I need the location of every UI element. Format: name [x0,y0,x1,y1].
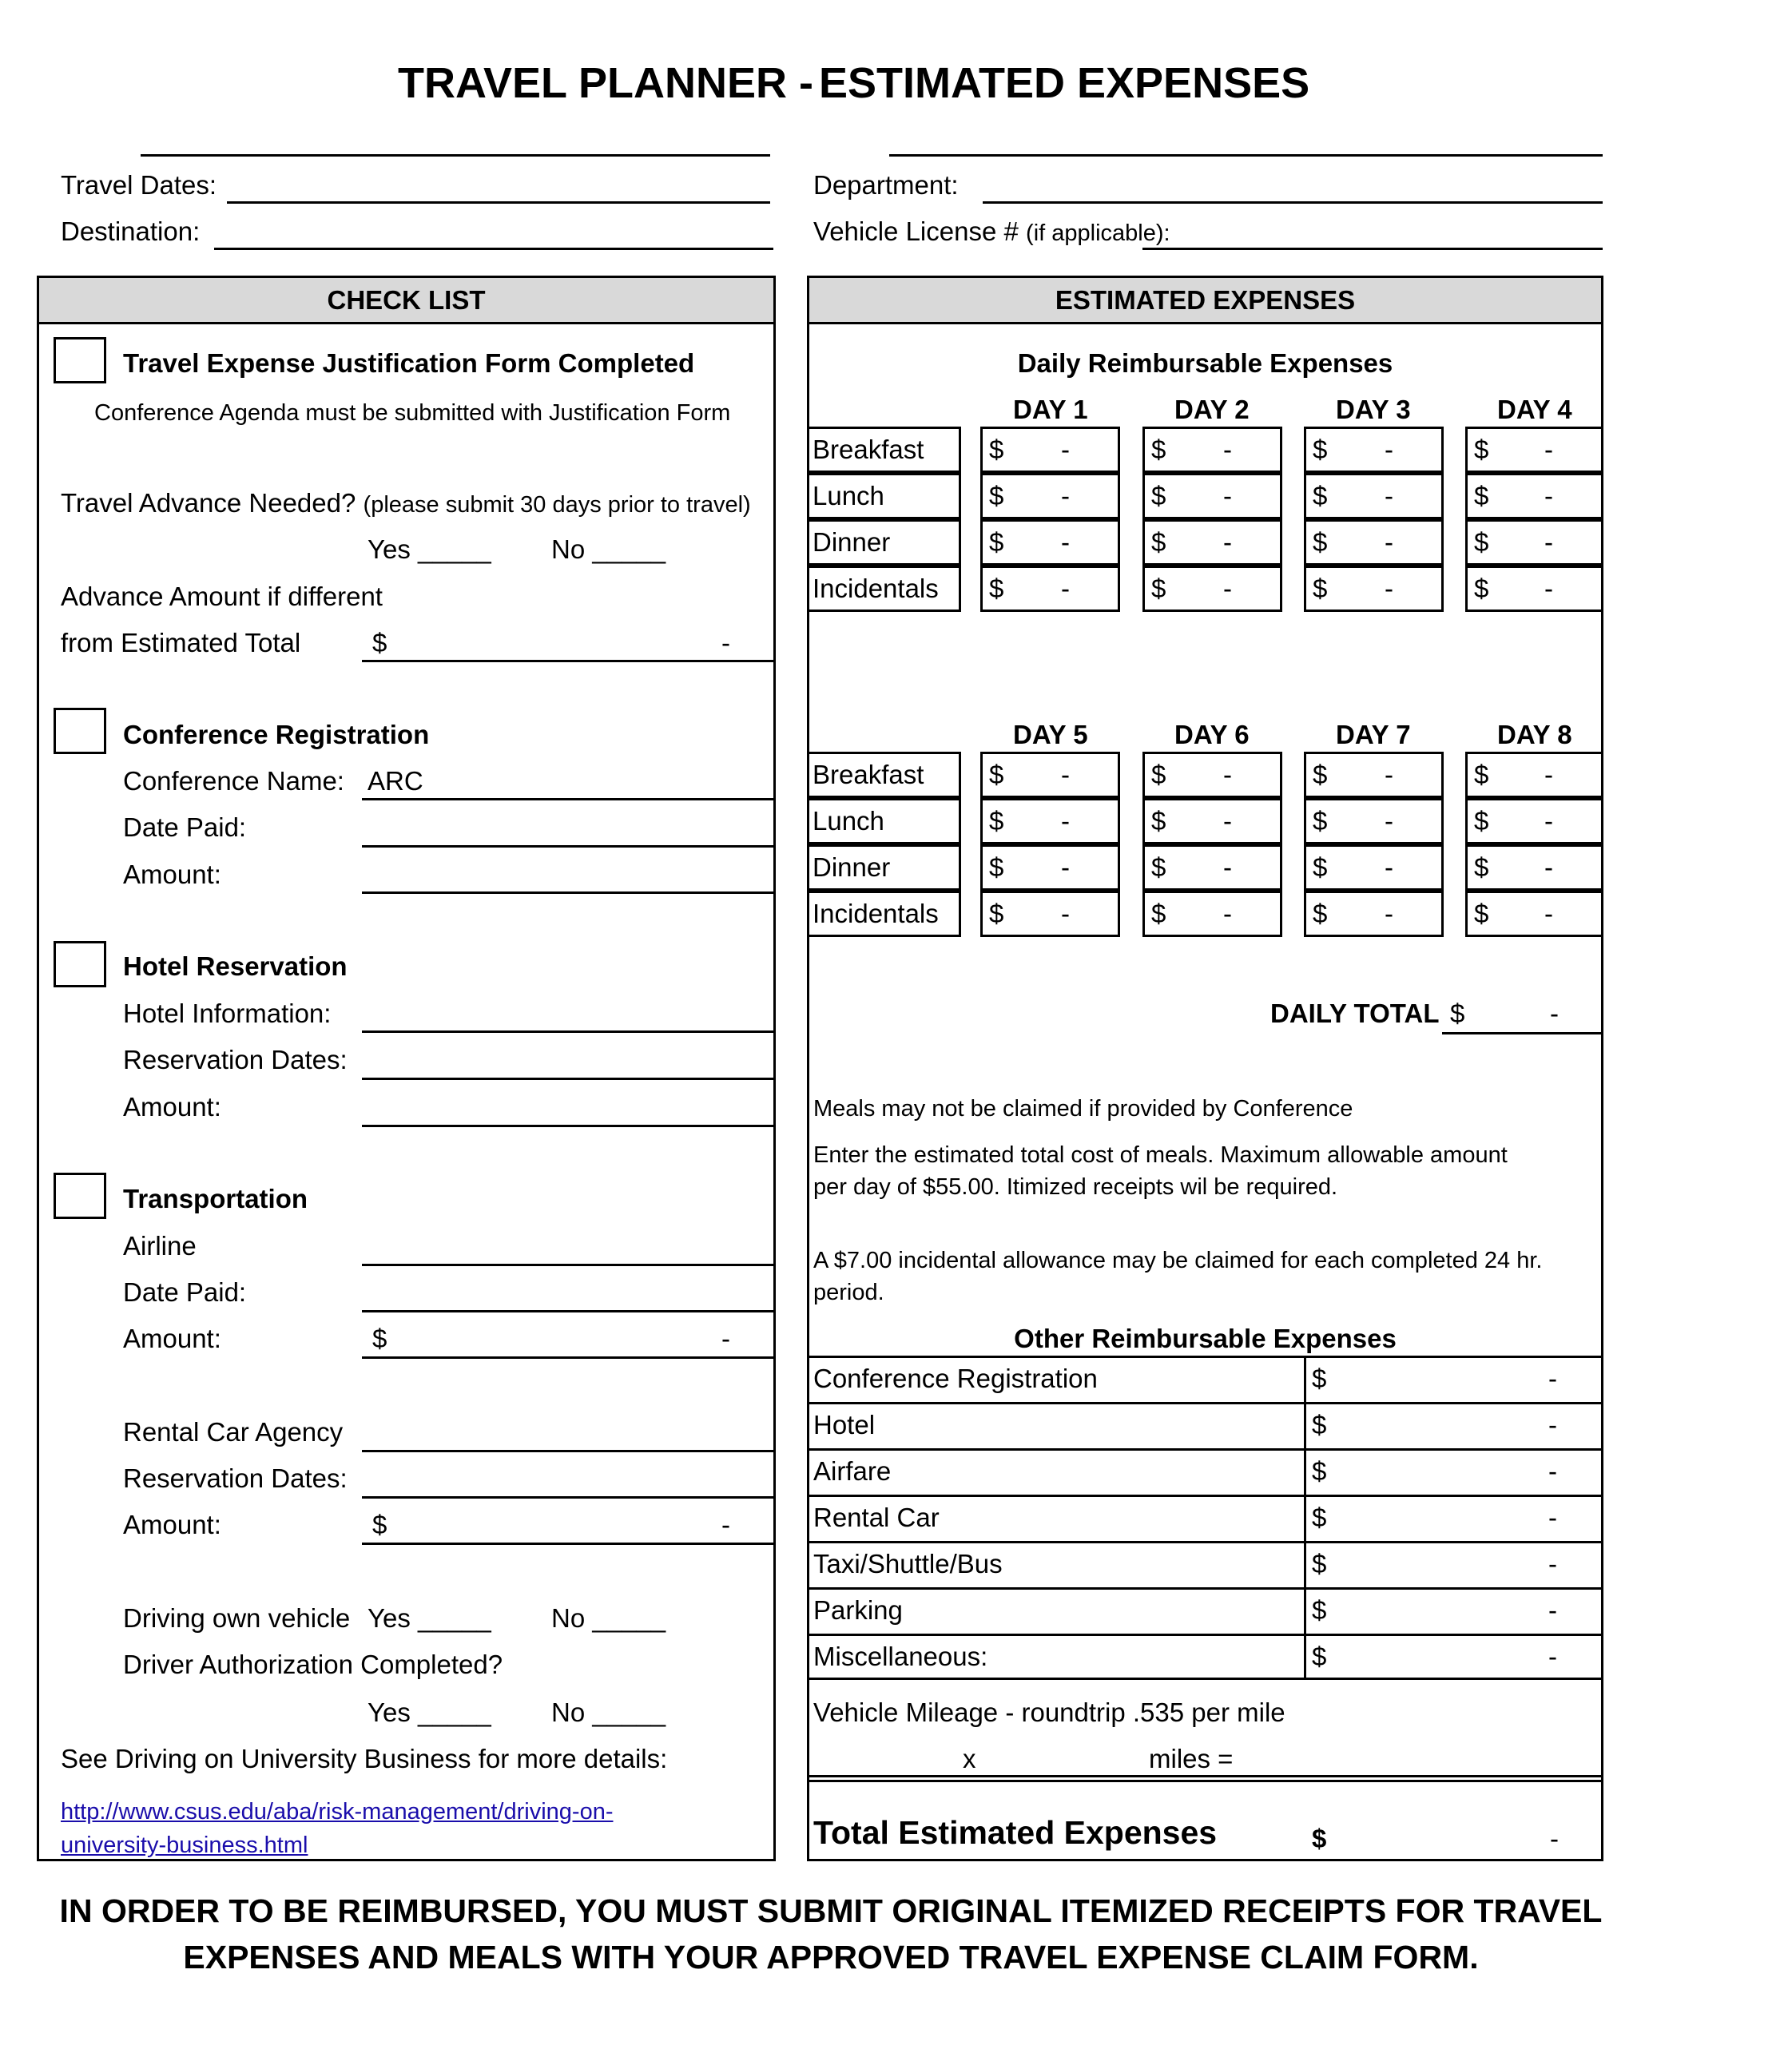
transportation-checkbox[interactable] [54,1173,106,1219]
vehicle-license-note: (if applicable): [1026,220,1170,246]
advance-amount-label-1: Advance Amount if different [61,582,383,611]
advance-needed-text: Travel Advance Needed? [61,488,356,518]
amount-value: - [1548,1503,1557,1532]
driving-own-yes[interactable]: Yes _____ [368,1603,491,1633]
meal-amount-cell[interactable] [1465,752,1603,798]
total-estimated-value: - [1550,1824,1559,1853]
dollar-sign: $ [1312,1410,1327,1439]
amount-value: - [1385,852,1393,882]
conference-amount-label: Amount: [123,860,221,889]
amount-value: - [1385,899,1393,928]
daily-total-value: - [1550,999,1559,1028]
hotel-heading: Hotel Reservation [123,951,348,981]
meal-row-label: Lunch [807,798,961,844]
day-header: DAY 2 [1174,395,1250,424]
rental-amount-field[interactable] [362,1543,776,1545]
total-estimated-dollar: $ [1312,1824,1327,1853]
amount-value: - [1385,760,1393,789]
airline-amount-label: Amount: [123,1324,221,1353]
column-divider [1304,1543,1306,1587]
mileage-bottom-border [807,1775,1603,1777]
total-top-border [807,1780,1603,1782]
dollar-sign: $ [1312,1595,1327,1625]
hotel-amount-field[interactable] [362,1125,776,1127]
rental-agency-label: Rental Car Agency [123,1417,344,1447]
meal-amount-cell[interactable] [980,566,1120,612]
dollar-sign: $ [989,435,1004,464]
meal-amount-cell[interactable] [1465,844,1603,891]
daily-total-label: DAILY TOTAL [1270,999,1440,1028]
dollar-sign: $ [1313,852,1328,882]
day-header: DAY 8 [1497,720,1572,749]
dollar-sign: $ [1313,806,1328,836]
expenses-heading: ESTIMATED EXPENSES [809,278,1601,324]
dollar-sign: $ [1151,899,1166,928]
amount-value: - [1544,574,1553,603]
transportation-heading: Transportation [123,1184,308,1213]
driver-auth-no[interactable]: No _____ [551,1698,666,1727]
other-expense-row[interactable] [809,1402,1603,1448]
column-divider [1304,1358,1306,1402]
amount-value: - [1544,852,1553,882]
amount-value: - [1548,1410,1557,1439]
driving-link-2[interactable]: university-business.html [61,1833,308,1858]
dollar-sign: $ [1312,1456,1327,1486]
dollar-sign: $ [1474,806,1489,836]
amount-value: - [1385,435,1393,464]
rental-amount-value: - [721,1510,730,1539]
destination-label: Destination: [61,216,201,246]
meal-amount-cell[interactable] [1142,891,1282,937]
airline-amount-dollar: $ [372,1324,387,1353]
column-divider [1304,1497,1306,1541]
meal-amount-cell[interactable] [1142,844,1282,891]
dollar-sign: $ [1474,481,1489,510]
rental-dates-field[interactable] [362,1496,776,1499]
airline-label: Airline [123,1231,197,1261]
dollar-sign: $ [1474,574,1489,603]
driver-auth-label: Driver Authorization Completed? [123,1650,503,1679]
daily-total-dollar: $ [1450,999,1465,1028]
amount-value: - [1548,1549,1557,1578]
dollar-sign: $ [1474,852,1489,882]
dollar-sign: $ [1151,435,1166,464]
meal-amount-cell[interactable] [1304,844,1444,891]
driving-own-label: Driving own vehicle [123,1603,351,1633]
dollar-sign: $ [989,852,1004,882]
advance-amount-dollar: $ [372,628,387,657]
meal-row-label: Incidentals [807,566,961,612]
department-field[interactable] [983,201,1603,204]
driving-own-no[interactable]: No _____ [551,1603,666,1633]
day-header: DAY 6 [1174,720,1250,749]
rental-agency-field[interactable] [362,1450,776,1452]
amount-value: - [1544,435,1553,464]
advance-amount-field[interactable] [362,660,776,662]
day-header: DAY 1 [1013,395,1088,424]
justification-note: Conference Agenda must be submitted with Justification Form [94,400,731,426]
other-expense-label: Miscellaneous: [813,1642,988,1671]
mileage-x: x [963,1744,976,1773]
amount-value: - [1061,574,1070,603]
amount-value: - [1385,806,1393,836]
dollar-sign: $ [1151,760,1166,789]
dollar-sign: $ [1474,527,1489,557]
meal-amount-cell[interactable] [1304,891,1444,937]
dollar-sign: $ [1313,435,1328,464]
amount-value: - [1061,527,1070,557]
other-expense-row[interactable] [809,1634,1603,1680]
meal-amount-cell[interactable] [1465,891,1603,937]
meal-amount-cell[interactable] [1465,566,1603,612]
blank-line-left[interactable] [141,154,770,157]
driving-link-1[interactable]: http://www.csus.edu/aba/risk-management/driving-on- [61,1799,614,1825]
amount-value: - [1544,481,1553,510]
amount-value: - [1061,899,1070,928]
other-expense-row[interactable] [809,1587,1603,1634]
other-expense-row[interactable] [809,1541,1603,1587]
dollar-sign: $ [1313,760,1328,789]
meal-amount-cell[interactable] [1465,519,1603,566]
travel-dates-field[interactable] [227,201,770,204]
footer-line-2: EXPENSES AND MEALS WITH YOUR APPROVED TRAVEL EXPENSE CLAIM FORM. [183,1939,1479,1976]
airline-field[interactable] [362,1264,776,1266]
meal-amount-cell[interactable] [1465,798,1603,844]
amount-value: - [1223,806,1232,836]
department-label: Department: [813,170,959,200]
dollar-sign: $ [1151,806,1166,836]
meal-row-label: Incidentals [807,891,961,937]
conference-name-value[interactable]: ARC [368,766,423,796]
advance-amount-value: - [721,628,730,657]
amount-value: - [1061,435,1070,464]
amount-value: - [1385,481,1393,510]
other-expense-label: Airfare [813,1456,892,1486]
meal-amount-cell[interactable] [1142,519,1282,566]
dollar-sign: $ [1313,527,1328,557]
destination-field[interactable] [214,248,773,250]
rental-amount-dollar: $ [372,1510,387,1539]
conference-heading: Conference Registration [123,720,430,749]
meal-amount-cell[interactable] [1142,566,1282,612]
total-estimated-label: Total Estimated Expenses [813,1814,1218,1851]
mileage-label: Vehicle Mileage - roundtrip .535 per mile [813,1698,1285,1727]
driver-auth-yes[interactable]: Yes _____ [368,1698,491,1727]
dollar-sign: $ [1474,899,1489,928]
other-expenses-heading: Other Reimbursable Expenses [1014,1324,1397,1353]
meal-row-label: Lunch [807,473,961,519]
vehicle-license-label [813,216,1170,249]
rental-amount-label: Amount: [123,1510,221,1539]
page-title-left: TRAVEL PLANNER - [398,59,814,107]
amount-value: - [1061,852,1070,882]
amount-value: - [1223,760,1232,789]
hotel-info-field[interactable] [362,1030,776,1033]
column-divider [1304,1590,1306,1634]
mileage-miles[interactable]: miles = [1149,1744,1234,1773]
amount-value: - [1061,760,1070,789]
justification-checkbox[interactable] [54,337,106,383]
meal-amount-cell[interactable] [1142,427,1282,473]
meal-amount-cell[interactable] [980,891,1120,937]
amount-value: - [1548,1456,1557,1486]
other-expense-label: Parking [813,1595,903,1625]
amount-value: - [1544,760,1553,789]
dollar-sign: $ [1313,481,1328,510]
dollar-sign: $ [1313,899,1328,928]
amount-value: - [1223,852,1232,882]
meal-amount-cell[interactable] [1465,427,1603,473]
justification-label: Travel Expense Justification Form Completed [123,348,695,378]
meal-amount-cell[interactable] [980,519,1120,566]
meal-amount-cell[interactable] [980,752,1120,798]
day-header: DAY 3 [1336,395,1411,424]
dollar-sign: $ [1312,1642,1327,1671]
travel-dates-label: Travel Dates: [61,170,217,200]
dollar-sign: $ [989,899,1004,928]
dollar-sign: $ [989,806,1004,836]
hotel-dates-label: Reservation Dates: [123,1045,348,1074]
dollar-sign: $ [989,574,1004,603]
dollar-sign: $ [1151,574,1166,603]
dollar-sign: $ [1312,1503,1327,1532]
meal-amount-cell[interactable] [1304,473,1444,519]
daily-total-field[interactable] [1442,1032,1603,1034]
daily-expenses-heading: Daily Reimbursable Expenses [1017,348,1393,378]
amount-value: - [1061,806,1070,836]
amount-value: - [1548,1364,1557,1393]
rental-dates-label: Reservation Dates: [123,1463,348,1493]
amount-value: - [1061,481,1070,510]
checklist-heading: CHECK LIST [39,278,773,324]
blank-line-right[interactable] [889,154,1603,157]
conference-date-paid-field[interactable] [362,845,776,848]
day-header: DAY 7 [1336,720,1411,749]
column-divider [1304,1451,1306,1495]
meal-amount-cell[interactable] [1142,798,1282,844]
amount-value: - [1385,574,1393,603]
meal-amount-cell[interactable] [980,427,1120,473]
meal-amount-cell[interactable] [1465,473,1603,519]
amount-value: - [1223,574,1232,603]
note-meals-max-1: Enter the estimated total cost of meals. Maximum allowable amount [813,1142,1508,1168]
other-expense-label: Conference Registration [813,1364,1098,1393]
amount-value: - [1223,481,1232,510]
meal-amount-cell[interactable] [1304,519,1444,566]
amount-value: - [1548,1595,1557,1625]
mileage-top-border [807,1678,1603,1680]
vehicle-license-text: Vehicle License # [813,216,1019,246]
advance-amount-label-2: from Estimated Total [61,628,301,657]
amount-value: - [1544,527,1553,557]
amount-value: - [1223,899,1232,928]
other-expense-row[interactable] [809,1495,1603,1541]
conference-name-label: Conference Name: [123,766,344,796]
dollar-sign: $ [989,760,1004,789]
day-header: DAY 5 [1013,720,1088,749]
dollar-sign: $ [1151,481,1166,510]
meal-amount-cell[interactable] [1304,752,1444,798]
dollar-sign: $ [1151,852,1166,882]
day-header: DAY 4 [1497,395,1572,424]
meal-amount-cell[interactable] [980,798,1120,844]
column-divider [1304,1404,1306,1448]
column-divider [1304,1636,1306,1680]
dollar-sign: $ [989,527,1004,557]
other-expense-label: Hotel [813,1410,876,1439]
hotel-checkbox[interactable] [54,941,106,987]
meal-amount-cell[interactable] [1304,427,1444,473]
dollar-sign: $ [989,481,1004,510]
meal-amount-cell[interactable] [980,844,1120,891]
note-meals-conference: Meals may not be claimed if provided by Conference [813,1096,1353,1122]
airline-amount-field[interactable] [362,1356,776,1359]
other-expense-row[interactable] [809,1448,1603,1495]
hotel-info-label: Hotel Information: [123,999,332,1028]
other-expense-row[interactable] [809,1356,1603,1402]
airline-amount-value: - [721,1324,730,1353]
meal-amount-cell[interactable] [1142,473,1282,519]
meal-row-label: Breakfast [807,752,961,798]
conference-name-field[interactable] [362,798,776,800]
other-expense-label: Taxi/Shuttle/Bus [813,1549,1003,1578]
advance-needed-note: (please submit 30 days prior to travel) [363,492,751,518]
hotel-amount-label: Amount: [123,1092,221,1122]
airline-date-paid-field[interactable] [362,1310,776,1312]
dollar-sign: $ [1474,760,1489,789]
vehicle-license-field[interactable] [1142,248,1603,250]
amount-value: - [1544,899,1553,928]
note-incidental-2: period. [813,1280,884,1305]
note-meals-max-2: per day of $55.00. Itimized receipts wil be required. [813,1174,1338,1200]
note-incidental-1: A $7.00 incidental allowance may be claimed for each completed 24 hr. [813,1248,1543,1273]
dollar-sign: $ [1312,1549,1327,1578]
amount-value: - [1544,806,1553,836]
advance-needed-label [61,487,751,521]
meal-amount-cell[interactable] [1142,752,1282,798]
conference-amount-field[interactable] [362,891,776,894]
conference-date-paid-label: Date Paid: [123,812,247,842]
dollar-sign: $ [1312,1364,1327,1393]
meal-amount-cell[interactable] [1304,566,1444,612]
footer-line-1: IN ORDER TO BE REIMBURSED, YOU MUST SUBMIT ORIGINAL ITEMIZED RECEIPTS FOR TRAVEL [59,1892,1603,1929]
advance-no[interactable]: No _____ [551,534,666,564]
meal-amount-cell[interactable] [980,473,1120,519]
other-expense-label: Rental Car [813,1503,940,1532]
amount-value: - [1223,527,1232,557]
meal-amount-cell[interactable] [1304,798,1444,844]
conference-checkbox[interactable] [54,708,106,754]
dollar-sign: $ [1313,574,1328,603]
page-title-right: ESTIMATED EXPENSES [819,59,1310,107]
amount-value: - [1223,435,1232,464]
amount-value: - [1385,527,1393,557]
advance-yes[interactable]: Yes _____ [368,534,491,564]
amount-value: - [1548,1642,1557,1671]
meal-row-label: Breakfast [807,427,961,473]
hotel-dates-field[interactable] [362,1078,776,1080]
meal-row-label: Dinner [807,519,961,566]
see-driving-label: See Driving on University Business for more details: [61,1744,668,1773]
dollar-sign: $ [1474,435,1489,464]
airline-date-paid-label: Date Paid: [123,1277,247,1307]
dollar-sign: $ [1151,527,1166,557]
meal-row-label: Dinner [807,844,961,891]
